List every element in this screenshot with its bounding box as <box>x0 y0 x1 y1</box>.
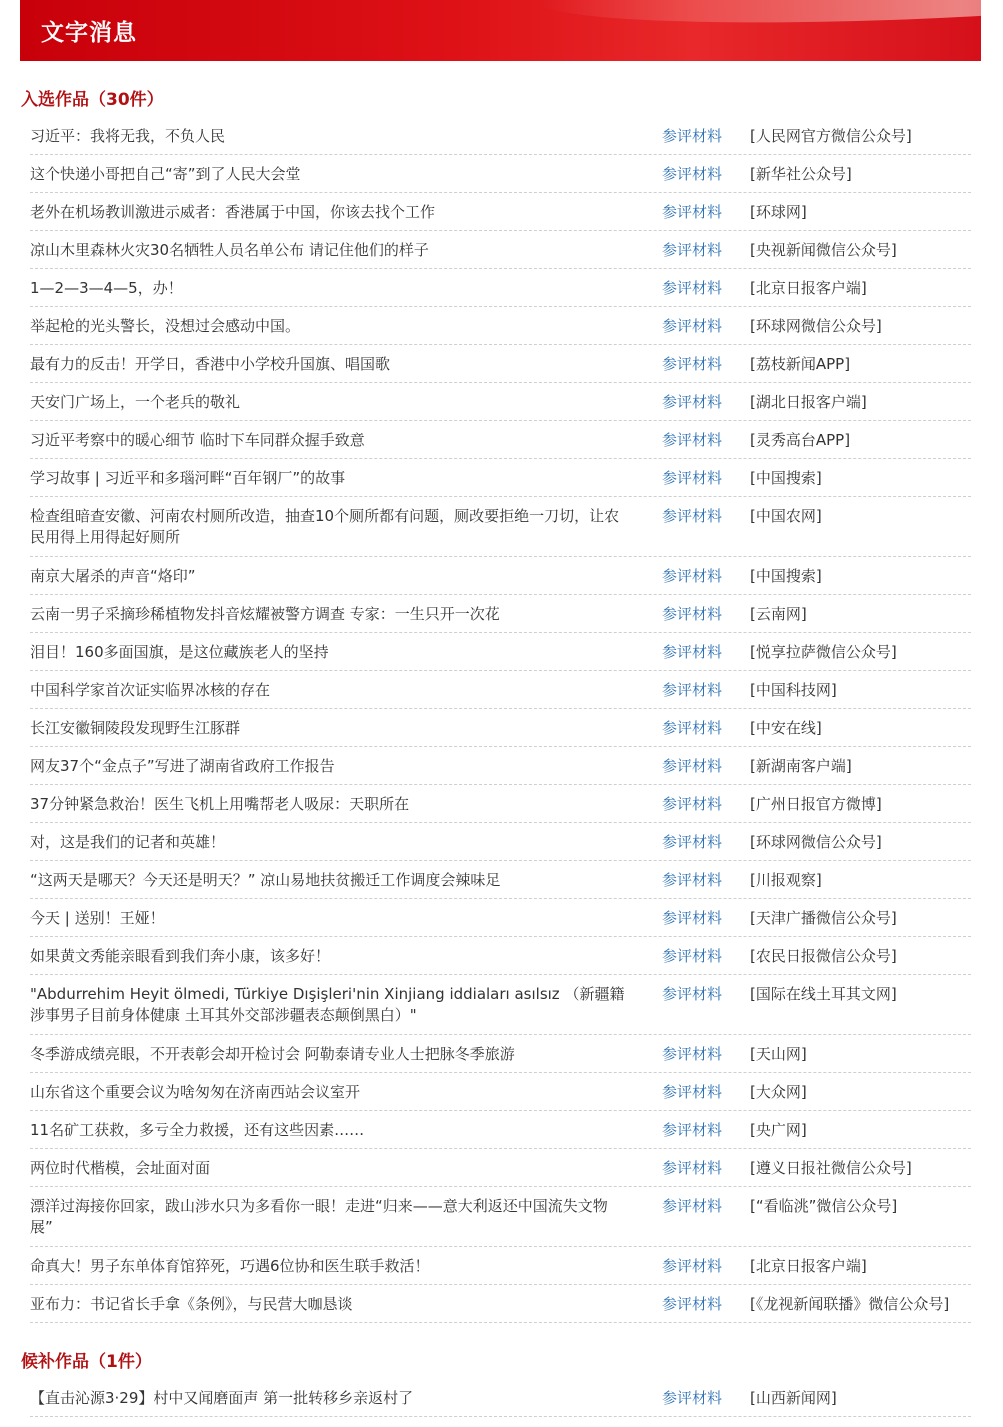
review-material-link[interactable]: 参评材料 <box>662 1159 723 1177</box>
work-title: 网友37个“金点子”写进了湖南省政府工作报告 <box>30 757 335 775</box>
work-title: 如果黄文秀能亲眼看到我们奔小康，该多好！ <box>30 947 331 965</box>
list-item <box>30 1379 971 1417</box>
list-item <box>30 595 971 633</box>
work-source: [云南网] <box>750 605 807 623</box>
list-item <box>30 937 971 975</box>
work-source: [荔枝新闻APP] <box>750 355 851 373</box>
banner-title: 文字消息 <box>41 20 137 46</box>
work-title: 今天 | 送别！王娅！ <box>30 909 165 927</box>
review-material-link[interactable]: 参评材料 <box>662 1257 723 1275</box>
list-item <box>30 861 971 899</box>
review-material-link[interactable]: 参评材料 <box>662 985 723 1003</box>
work-source: [中安在线] <box>750 719 822 737</box>
review-material-link[interactable]: 参评材料 <box>662 1295 723 1313</box>
work-source: [央广网] <box>750 1121 807 1139</box>
work-source: [灵秀高台APP] <box>750 431 851 449</box>
review-material-link[interactable]: 参评材料 <box>662 165 723 183</box>
work-title: 对，这是我们的记者和英雄！ <box>30 833 226 851</box>
review-material-link[interactable]: 参评材料 <box>662 567 723 585</box>
list-item <box>30 975 971 1035</box>
list-item <box>30 307 971 345</box>
work-title: 云南一男子采摘珍稀植物发抖音炫耀被警方调查 专家：一生只开一次花 <box>30 605 500 623</box>
review-material-link[interactable]: 参评材料 <box>662 127 723 145</box>
work-source: [悦享拉萨微信公众号] <box>750 643 897 661</box>
selected-works-heading: 入选作品（30件） <box>21 90 164 110</box>
work-source: [央视新闻微信公众号] <box>750 241 897 259</box>
review-material-link[interactable]: 参评材料 <box>662 871 723 889</box>
work-source: [中国搜索] <box>750 567 822 585</box>
list-item <box>30 1073 971 1111</box>
review-material-link[interactable]: 参评材料 <box>662 909 723 927</box>
work-source: [湖北日报客户端] <box>750 393 867 411</box>
work-source: [北京日报客户端] <box>750 279 867 297</box>
review-material-link[interactable]: 参评材料 <box>662 279 723 297</box>
review-material-link[interactable]: 参评材料 <box>662 833 723 851</box>
list-item <box>30 785 971 823</box>
review-material-link[interactable]: 参评材料 <box>662 317 723 335</box>
work-source: [北京日报客户端] <box>750 1257 867 1275</box>
work-title: 两位时代楷模，会址面对面 <box>30 1159 211 1177</box>
work-source: [大众网] <box>750 1083 807 1101</box>
work-source: [新湖南客户端] <box>750 757 852 775</box>
work-title: "Abdurrehim Heyit ölmedi, Türkiye Dışişleri'nin Xinjiang iddiaları asılsız （新疆籍涉事男子目前身体健康 土耳其外交部涉疆表态颠倒黑白）" <box>30 985 625 1024</box>
work-source: [遵义日报社微信公众号] <box>750 1159 912 1177</box>
work-source: [川报观察] <box>750 871 822 889</box>
list-item <box>30 421 971 459</box>
work-title: 检查组暗查安徽、河南农村厕所改造，抽查10个厕所都有问题，厕改要拒绝一刀切，让农民用得上用得起好厕所 <box>30 507 620 546</box>
work-source: [中国农网] <box>750 507 822 525</box>
work-source: [人民网官方微信公众号] <box>750 127 912 145</box>
work-title: 天安门广场上，一个老兵的敬礼 <box>30 393 241 411</box>
candidate-works-heading: 候补作品（1件） <box>21 1352 152 1372</box>
review-material-link[interactable]: 参评材料 <box>662 757 723 775</box>
work-title: 命真大！男子东单体育馆猝死，巧遇6位协和医生联手救活！ <box>30 1257 430 1275</box>
list-item <box>30 709 971 747</box>
work-source: [环球网微信公众号] <box>750 833 882 851</box>
work-title: 这个快递小哥把自己“寄”到了人民大会堂 <box>30 165 301 183</box>
list-item <box>30 117 971 155</box>
review-material-link[interactable]: 参评材料 <box>662 947 723 965</box>
work-title: 11名矿工获救，多亏全力救援，还有这些因素…… <box>30 1121 365 1139</box>
list-item <box>30 1035 971 1073</box>
review-material-link[interactable]: 参评材料 <box>662 1121 723 1139</box>
list-item <box>30 497 971 557</box>
work-title: 山东省这个重要会议为啥匆匆在济南西站会议室开 <box>30 1083 361 1101</box>
work-title: 冬季游成绩亮眼，不开表彰会却开检讨会 阿勒泰请专业人士把脉冬季旅游 <box>30 1045 515 1063</box>
list-item <box>30 269 971 307</box>
work-source: [山西新闻网] <box>750 1389 837 1407</box>
list-item <box>30 823 971 861</box>
work-title: 凉山木里森林火灾30名牺牲人员名单公布 请记住他们的样子 <box>30 241 429 259</box>
review-material-link[interactable]: 参评材料 <box>662 203 723 221</box>
list-item <box>30 1111 971 1149</box>
work-source: [天津广播微信公众号] <box>750 909 897 927</box>
work-source: [《龙视新闻联播》微信公众号] <box>750 1295 950 1313</box>
work-title: 亚布力：书记省长手拿《条例》，与民营大咖恳谈 <box>30 1295 353 1313</box>
work-title: 1—2—3—4—5，办！ <box>30 279 183 297</box>
work-title: 37分钟紧急救治！医生飞机上用嘴帮老人吸尿：天职所在 <box>30 795 410 813</box>
list-item <box>30 1285 971 1323</box>
work-title: 老外在机场教训激进示威者：香港属于中国，你该去找个工作 <box>30 203 436 221</box>
list-item <box>30 383 971 421</box>
section-banner <box>20 0 981 61</box>
list-item <box>30 193 971 231</box>
work-title: 学习故事 | 习近平和多瑙河畔“百年钢厂”的故事 <box>30 469 346 487</box>
review-material-link[interactable]: 参评材料 <box>662 643 723 661</box>
candidate-works-list <box>30 1379 971 1417</box>
list-item <box>30 1149 971 1187</box>
review-material-link[interactable]: 参评材料 <box>662 241 723 259</box>
work-source: [农民日报微信公众号] <box>750 947 897 965</box>
review-material-link[interactable]: 参评材料 <box>662 507 723 525</box>
work-title: 举起枪的光头警长，没想过会感动中国。 <box>30 317 301 335</box>
list-item <box>30 1247 971 1285</box>
review-material-link[interactable]: 参评材料 <box>662 795 723 813</box>
work-title: 中国科学家首次证实临界冰核的存在 <box>30 681 271 699</box>
work-title: 南京大屠杀的声音“烙印” <box>30 567 196 585</box>
list-item <box>30 899 971 937</box>
review-material-link[interactable]: 参评材料 <box>662 469 723 487</box>
work-title: 最有力的反击！开学日，香港中小学校升国旗、唱国歌 <box>30 355 391 373</box>
review-material-link[interactable]: 参评材料 <box>662 1197 723 1215</box>
list-item <box>30 633 971 671</box>
work-title: 漂洋过海接你回家，跋山涉水只为多看你一眼！走进“归来——意大利返还中国流失文物展” <box>30 1197 608 1236</box>
review-material-link[interactable]: 参评材料 <box>662 1083 723 1101</box>
review-material-link[interactable]: 参评材料 <box>662 393 723 411</box>
list-item <box>30 345 971 383</box>
work-source: [天山网] <box>750 1045 807 1063</box>
review-material-link[interactable]: 参评材料 <box>662 681 723 699</box>
review-material-link[interactable]: 参评材料 <box>662 431 723 449</box>
list-item <box>30 231 971 269</box>
work-title: 习近平考察中的暖心细节 临时下车同群众握手致意 <box>30 431 365 449</box>
work-source: [环球网微信公众号] <box>750 317 882 335</box>
work-source: [新华社公众号] <box>750 165 852 183</box>
work-source: [国际在线土耳其文网] <box>750 985 897 1003</box>
review-material-link[interactable]: 参评材料 <box>662 1389 723 1407</box>
work-source: [环球网] <box>750 203 807 221</box>
review-material-link[interactable]: 参评材料 <box>662 355 723 373</box>
work-title: “这两天是哪天？今天还是明天？” 凉山易地扶贫搬迁工作调度会辣味足 <box>30 871 501 889</box>
list-item <box>30 155 971 193</box>
work-source: [“看临洮”微信公众号] <box>750 1197 898 1215</box>
list-item <box>30 557 971 595</box>
list-item <box>30 747 971 785</box>
list-item <box>30 459 971 497</box>
work-title: 【直击沁源3·29】村中又闻磨面声 第一批转移乡亲返村了 <box>30 1389 414 1407</box>
work-source: [中国搜索] <box>750 469 822 487</box>
work-source: [中国科技网] <box>750 681 837 699</box>
review-material-link[interactable]: 参评材料 <box>662 605 723 623</box>
work-title: 泪目！160多面国旗，是这位藏族老人的坚持 <box>30 643 329 661</box>
list-item <box>30 1187 971 1247</box>
banner-decoration <box>539 0 981 32</box>
review-material-link[interactable]: 参评材料 <box>662 719 723 737</box>
work-title: 习近平：我将无我，不负人民 <box>30 127 226 145</box>
work-source: [广州日报官方微博] <box>750 795 882 813</box>
work-title: 长江安徽铜陵段发现野生江豚群 <box>30 719 241 737</box>
review-material-link[interactable]: 参评材料 <box>662 1045 723 1063</box>
list-item <box>30 671 971 709</box>
selected-works-list <box>30 117 971 1323</box>
